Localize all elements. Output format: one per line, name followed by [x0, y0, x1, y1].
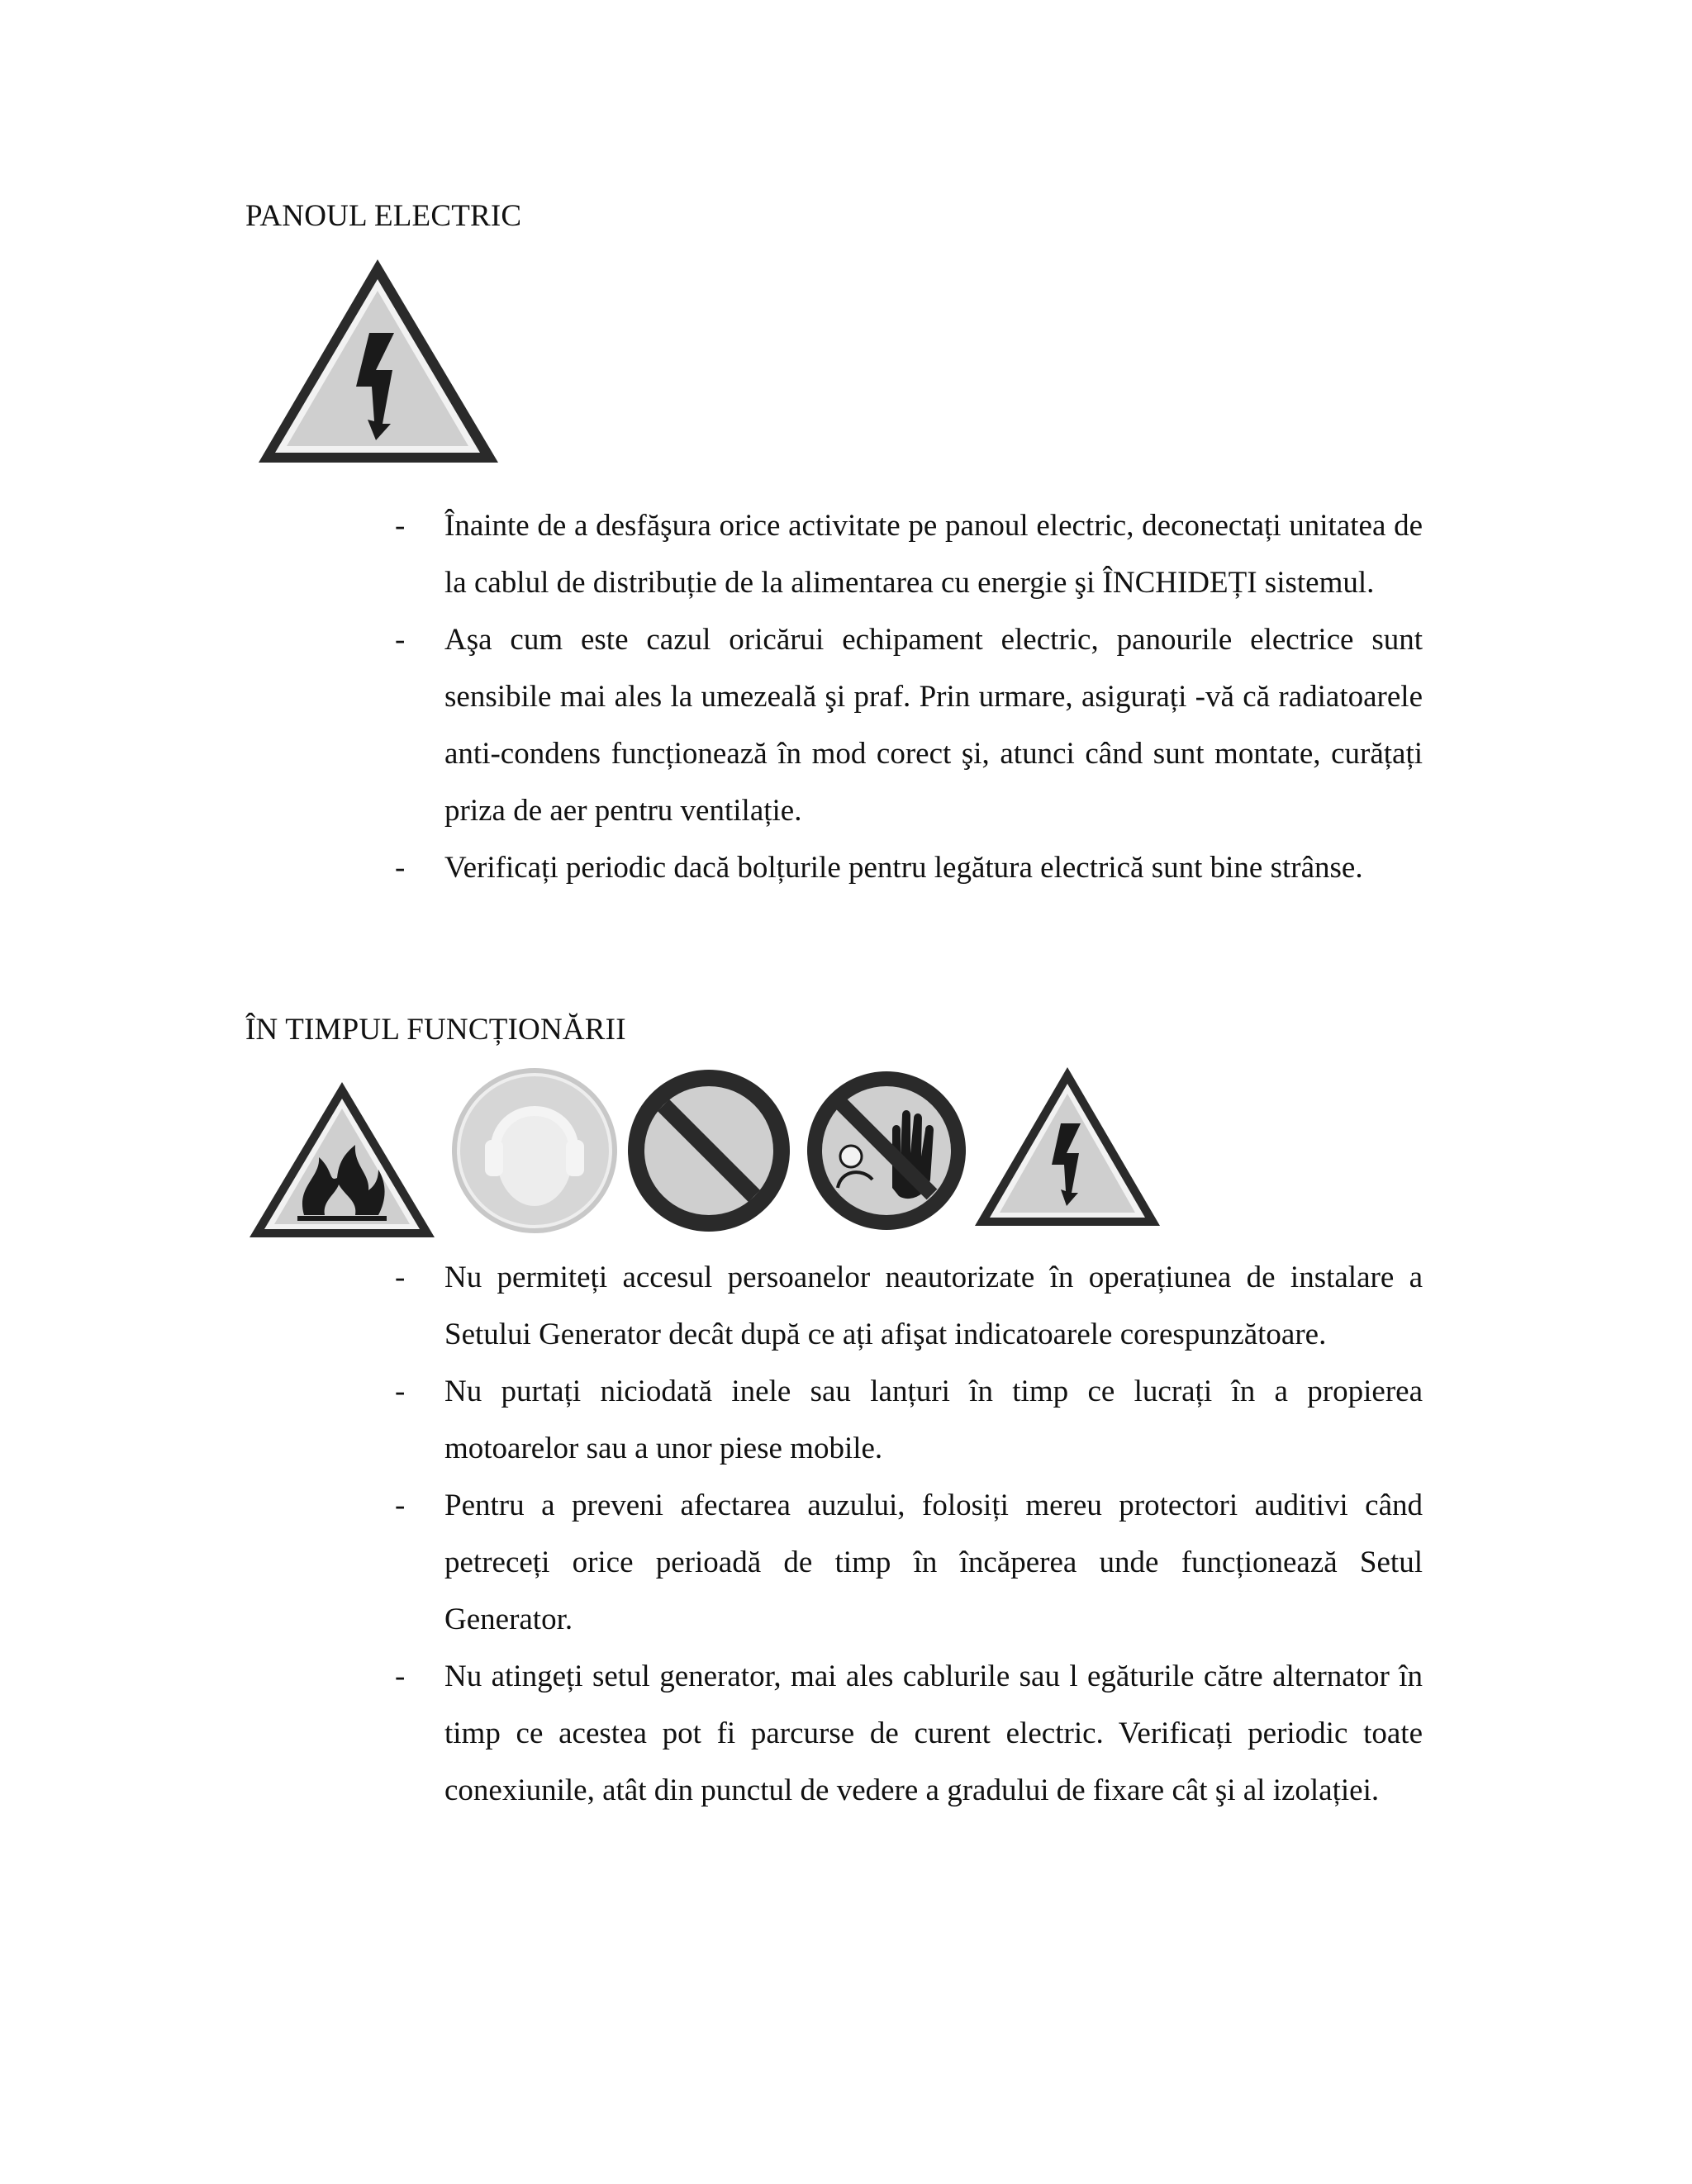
list-item-text: Verificați periodic dacă bolțurile pentru legătura electrică sunt bine strânse. [444, 851, 1363, 885]
list-item-text: Aşa cum este cazul oricărui echipament electric, panourile electrice sunt sensibile mai ales la umezeală şi praf. Prin urmare, asigurați -vă că radiatoarele anti-condens funcționează în mod corect şi, atunci când sunt montate, curățați priza de aer pentru ventilație. [444, 623, 1423, 828]
ear-protection-icon [449, 1064, 620, 1237]
list-item-text: Pentru a preveni afectarea auzului, folosiți mereu protectori auditivi când petreceți orice perioadă de timp în încăperea unde funcționează Setul Generator. [444, 1488, 1423, 1636]
section-title-during-operation: ÎN TIMPUL FUNCȚIONĂRII [245, 1013, 626, 1047]
fire-hazard-icon [246, 1079, 438, 1244]
list-item-text: Nu permiteți accesul persoanelor neautorizate în operațiunea de instalare a Setului Generator decât după ce ați afişat indicatoarele corespunzătoare. [444, 1261, 1423, 1351]
list-item [0, 497, 1423, 611]
list-item [0, 1249, 1423, 1363]
no-touch-icon [801, 1064, 972, 1237]
list-item [0, 1477, 1423, 1648]
electric-hazard-icon [972, 1064, 1163, 1232]
bullet-dash: - [395, 1488, 406, 1522]
operation-instructions [0, 1249, 1423, 1819]
bullet-dash: - [395, 851, 406, 885]
bullet-dash: - [395, 1659, 406, 1693]
section-title-electric-panel: PANOUL ELECTRIC [245, 199, 522, 233]
list-item [0, 1363, 1423, 1477]
list-item-text: Nu atingeți setul generator, mai ales cablurile sau l egăturile către alternator în timp ce acestea pot fi parcurse de curent electric. Verificați periodic toate conexiunile, atât din punctul de vedere a gradului de fixare cât şi al izolației. [444, 1659, 1423, 1807]
list-item-text: Înainte de a desfăşura orice activitate pe panoul electric, deconectați unitatea de la cablul de distribuție de la alimentarea cu energie şi ÎNCHIDEȚI sistemul. [444, 509, 1423, 600]
warning-signs-row [246, 1064, 1163, 1242]
electric-panel-instructions [0, 497, 1423, 896]
electric-hazard-icon [252, 254, 504, 473]
prohibition-icon [622, 1064, 796, 1237]
list-item [0, 839, 1423, 896]
bullet-dash: - [395, 1261, 406, 1294]
bullet-dash: - [395, 1374, 406, 1408]
bullet-dash: - [395, 623, 406, 657]
list-item [0, 611, 1423, 839]
list-item [0, 1648, 1423, 1819]
list-item-text: Nu purtați niciodată inele sau lanțuri în timp ce lucrați în a propierea motoarelor sau a unor piese mobile. [444, 1374, 1423, 1465]
bullet-dash: - [395, 509, 406, 543]
